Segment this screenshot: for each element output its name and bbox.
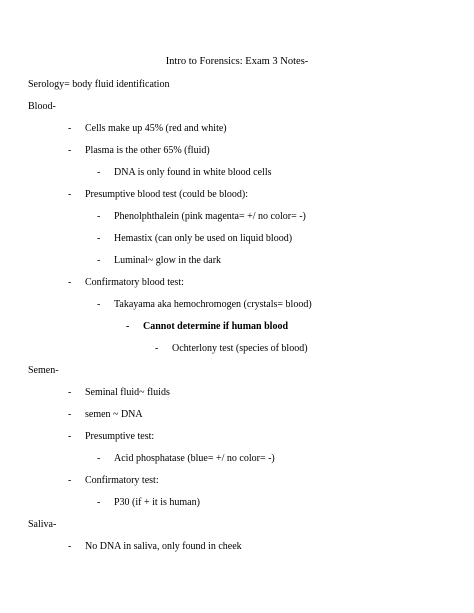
- saliva-no-dna-item: No DNA in saliva, only found in cheek: [85, 541, 242, 552]
- seminal-fluid-item: Seminal fluid~ fluids: [85, 387, 170, 398]
- semen-confirmatory-item: Confirmatory test:: [85, 475, 159, 486]
- takayama-item: Takayama aka hemochromogen (crystals= blood): [114, 299, 312, 310]
- bullet-dash: -: [97, 211, 101, 222]
- bullet-dash: -: [68, 409, 72, 420]
- semen-dna-item: semen ~ DNA: [85, 409, 143, 420]
- bullet-dash: -: [97, 453, 101, 464]
- phenolphthalein-item: Phenolphthalein (pink magenta= +/ no color= -): [114, 211, 306, 222]
- p30-item: P30 (if + it is human): [114, 497, 200, 508]
- serology-definition: Serology= body fluid identification: [28, 79, 170, 90]
- bullet-dash: -: [126, 321, 130, 332]
- bullet-dash: -: [97, 497, 101, 508]
- hemastix-item: Hemastix (can only be used on liquid blood): [114, 233, 293, 244]
- bullet-dash: -: [68, 277, 72, 288]
- bullet-dash: -: [97, 167, 101, 178]
- semen-presumptive-item: Presumptive test:: [85, 431, 155, 442]
- acid-phosphatase-item: Acid phosphatase (blue= +/ no color= -): [114, 453, 275, 464]
- bullet-dash: -: [68, 189, 72, 200]
- dna-white-cells-item: DNA is only found in white blood cells: [114, 167, 272, 178]
- document-title: Intro to Forensics: Exam 3 Notes-: [165, 56, 309, 67]
- bullet-dash: -: [68, 145, 72, 156]
- blood-cells-item: Cells make up 45% (red and white): [85, 123, 227, 134]
- ochterlony-item: Ochterlony test (species of blood): [172, 343, 308, 354]
- confirmatory-blood-test-item: Confirmatory blood test:: [85, 277, 184, 288]
- semen-heading: Semen-: [28, 365, 59, 376]
- bullet-dash: -: [97, 233, 101, 244]
- saliva-heading: Saliva-: [28, 519, 57, 530]
- luminal-item: Luminal~ glow in the dark: [114, 255, 222, 266]
- bullet-dash: -: [68, 123, 72, 134]
- blood-plasma-item: Plasma is the other 65% (fluid): [85, 145, 210, 156]
- bullet-dash: -: [68, 431, 72, 442]
- bullet-dash: -: [68, 387, 72, 398]
- bullet-dash: -: [155, 343, 159, 354]
- blood-heading: Blood-: [28, 101, 56, 112]
- bullet-dash: -: [68, 475, 72, 486]
- presumptive-blood-test-item: Presumptive blood test (could be blood):: [85, 189, 249, 200]
- bullet-dash: -: [97, 255, 101, 266]
- bullet-dash: -: [97, 299, 101, 310]
- bullet-dash: -: [68, 541, 72, 552]
- cannot-determine-item: Cannot determine if human blood: [143, 321, 289, 332]
